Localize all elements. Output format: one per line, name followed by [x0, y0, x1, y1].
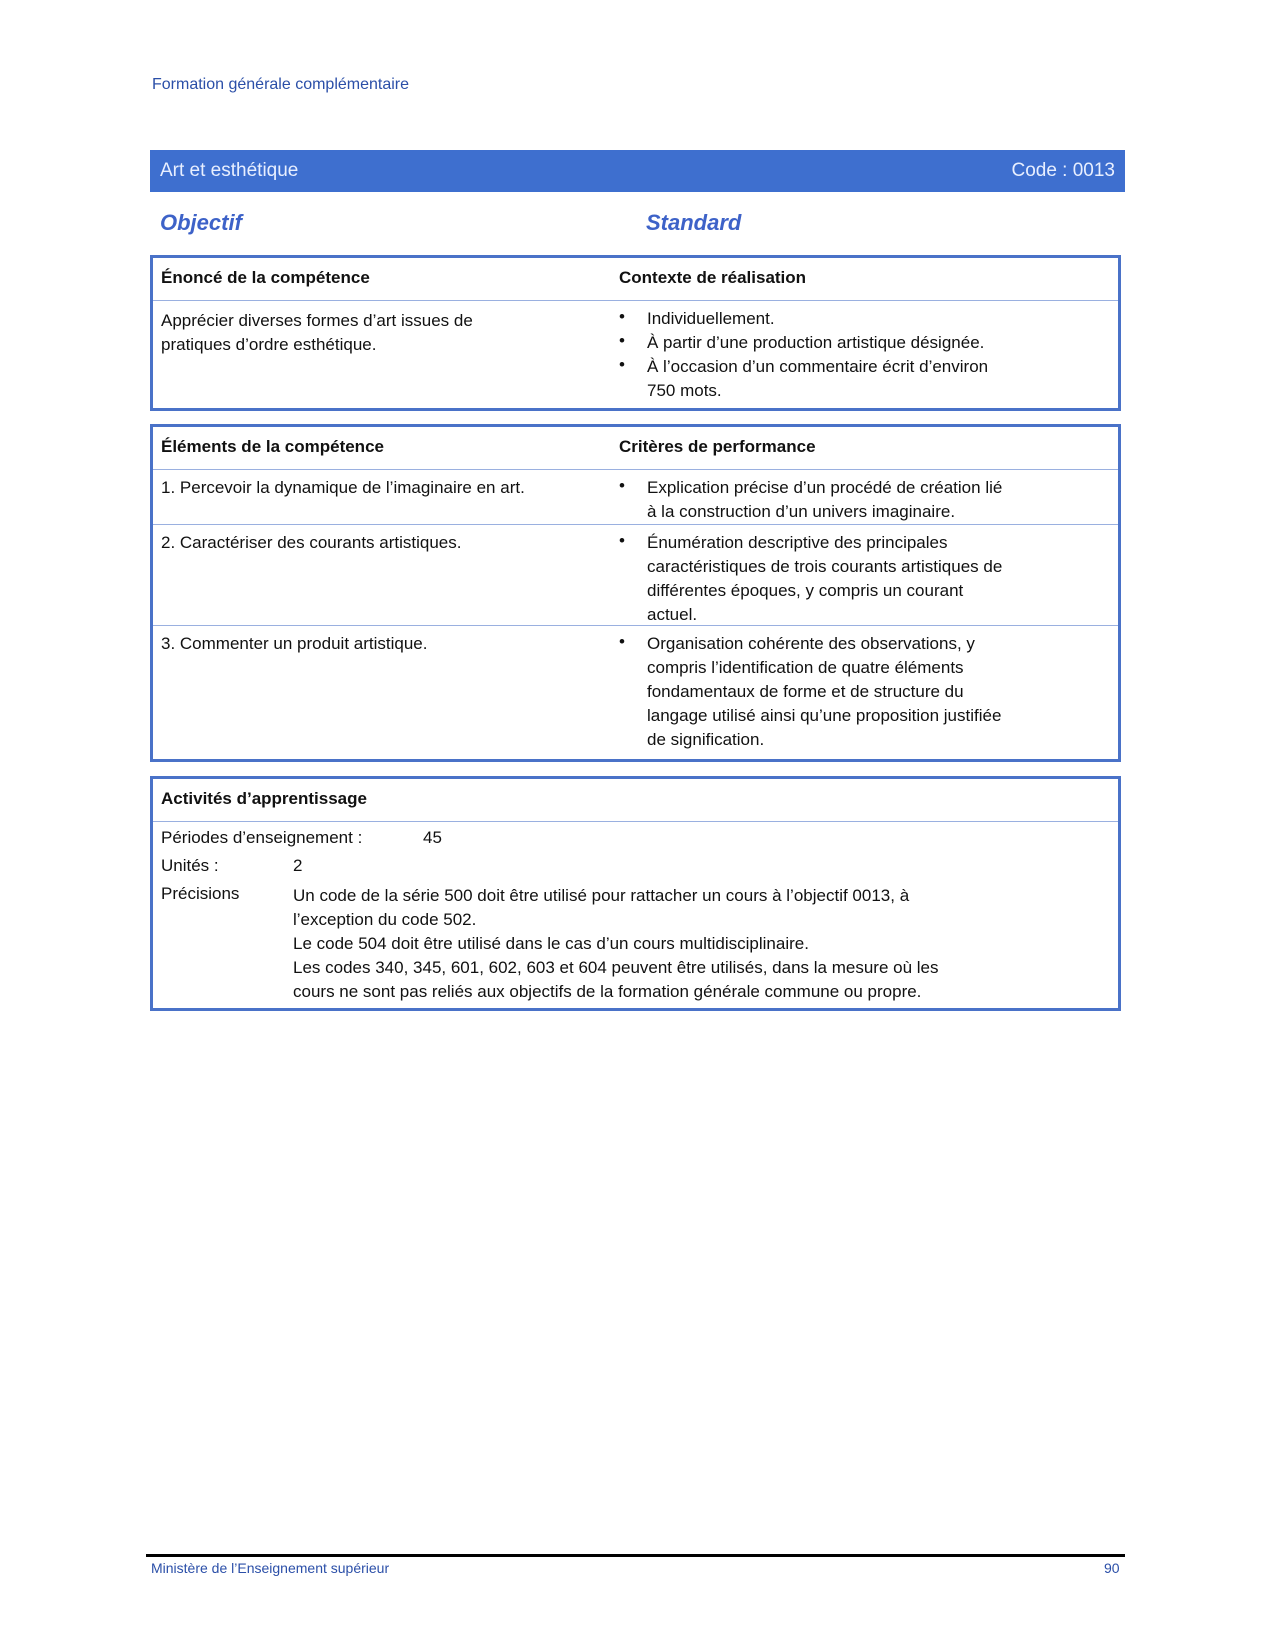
- units-value: 2: [293, 856, 303, 875]
- bullet-icon: •: [619, 476, 625, 495]
- elements-heading: Éléments de la compétence: [161, 437, 384, 456]
- statement-heading: Énoncé de la compétence: [161, 268, 370, 287]
- element-row: [153, 625, 1118, 759]
- bullet-icon: •: [619, 331, 625, 350]
- precisions-label: Précisions: [161, 884, 240, 903]
- units-label: Unités :: [161, 856, 219, 875]
- objective-label: Objectif: [160, 210, 242, 235]
- competence-box: [150, 255, 1121, 411]
- activities-box: [150, 776, 1121, 1011]
- element-text: 3. Commenter un produit artistique.: [161, 634, 428, 653]
- elements-header-row: [153, 427, 1118, 469]
- element-text: 1. Percevoir la dynamique de l’imaginaire en art.: [161, 478, 525, 497]
- section-code: Code : 0013: [1011, 160, 1115, 181]
- activities-header-row: [153, 779, 1118, 821]
- activities-heading: Activités d’apprentissage: [161, 789, 367, 808]
- context-item: À l’occasion d’un commentaire écrit d’environ 750 mots.: [647, 357, 989, 400]
- criteria-text: Explication précise d’un procédé de création lié à la construction d’un univers imaginaire.: [647, 478, 1003, 521]
- bullet-icon: •: [619, 531, 625, 550]
- element-row: [153, 469, 1118, 524]
- context-item: À partir d’une production artistique désignée.: [647, 333, 985, 352]
- elements-box: [150, 424, 1121, 762]
- standard-label: Standard: [646, 210, 742, 235]
- precisions-text: Un code de la série 500 doit être utilisé pour rattacher un cours à l’objectif 0013, à l’exception du code 502. Le code 504 doit être utilisé dans le cas d’un cours multidisciplinaire. Les codes 340, 345, 601, 602, 603 et 604 peuvent être utilisés, dans la mesure où les cours ne sont pas reliés aux objectifs de la formation générale commune ou propre.: [293, 886, 939, 1001]
- bullet-icon: •: [619, 307, 625, 326]
- bullet-icon: •: [619, 355, 625, 374]
- periods-label: Périodes d’enseignement :: [161, 828, 363, 847]
- running-head: Formation générale complémentaire: [152, 76, 410, 93]
- bullet-icon: •: [619, 632, 625, 651]
- section-title: Art et esthétique: [160, 160, 299, 181]
- competence-header-row: [153, 258, 1118, 300]
- criteria-text: Organisation cohérente des observations, y compris l’identification de quatre éléments fondamentaux de forme et de structure du langage utilisé ainsi qu’une proposition justifiée de signification.: [647, 634, 1002, 749]
- criteria-text: Énumération descriptive des principales caractéristiques de trois courants artistiques de différentes époques, y compris un courant actuel.: [647, 533, 1003, 624]
- criteria-heading: Critères de performance: [619, 437, 816, 456]
- footer-rule: [146, 1554, 1125, 1557]
- page-number: 90: [1104, 1560, 1120, 1576]
- element-text: 2. Caractériser des courants artistiques.: [161, 533, 462, 552]
- header-band: [150, 150, 1125, 192]
- element-row: [153, 524, 1118, 625]
- periods-value: 45: [423, 828, 442, 847]
- activities-body-row: [153, 821, 1118, 1009]
- context-heading: Contexte de réalisation: [619, 268, 807, 287]
- context-item: Individuellement.: [647, 309, 775, 328]
- competence-body-row: [153, 300, 1118, 407]
- statement-text: Apprécier diverses formes d’art issues de pratiques d’ordre esthétique.: [161, 311, 473, 354]
- footer-ministry: Ministère de l’Enseignement supérieur: [151, 1560, 390, 1576]
